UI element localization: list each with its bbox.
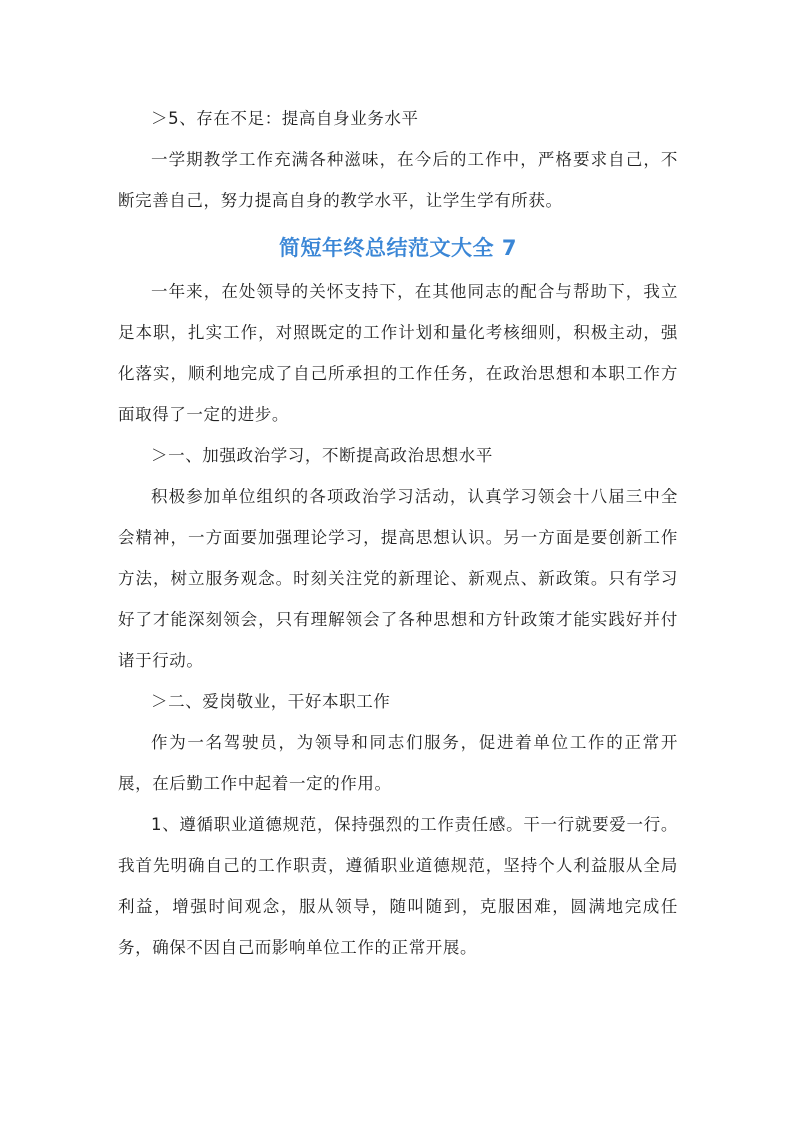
list-item-political-study: ＞一、加强政治学习，不断提高政治思想水平 — [151, 446, 493, 465]
paragraph-professional-ethics: 1、遵循职业道德规范，保持强烈的工作责任感。干一行就要爱一行。我首先明确自己的工作职责，遵循职业道德规范，坚持个人利益服从全局利益，增强时间观念，服从领导，随叫随到，克服困难，圆满地完成任务，确保不因自己而影响单位工作的正常开展。 — [118, 815, 678, 957]
list-item-dedication: ＞二、爱岗敬业，干好本职工作 — [151, 692, 391, 711]
paragraph-year-intro: 一年来，在处领导的关怀支持下，在其他同志的配合与帮助下，我立足本职，扎实工作，对照既定的工作计划和量化考核细则，积极主动，强化落实，顺利地完成了自己所承担的工作任务，在政治思想和本职工作方面取得了一定的进步。 — [118, 282, 678, 424]
paragraph-political-study: 积极参加单位组织的各项政治学习活动，认真学习领会十八届三中全会精神，一方面要加强理论学习，提高思想认识。另一方面是要创新工作方法，树立服务观念。时刻关注党的新理论、新观点、新政策。只有学习好了才能深刻领会，只有理解领会了各种思想和方针政策才能实践好并付诸于行动。 — [118, 487, 678, 670]
list-item-shortcoming: ＞5、存在不足：提高自身业务水平 — [151, 109, 419, 128]
paragraph-driver-role: 作为一名驾驶员，为领导和同志们服务，促进着单位工作的正常开展，在后勤工作中起着一定的作用。 — [118, 733, 678, 793]
paragraph-semester-summary: 一学期教学工作充满各种滋味，在今后的工作中，严格要求自己，不断完善自己，努力提高自身的教学水平，让学生学有所获。 — [118, 150, 678, 210]
section-title: 简短年终总结范文大全 7 — [279, 236, 517, 260]
document-body — [118, 98, 678, 968]
